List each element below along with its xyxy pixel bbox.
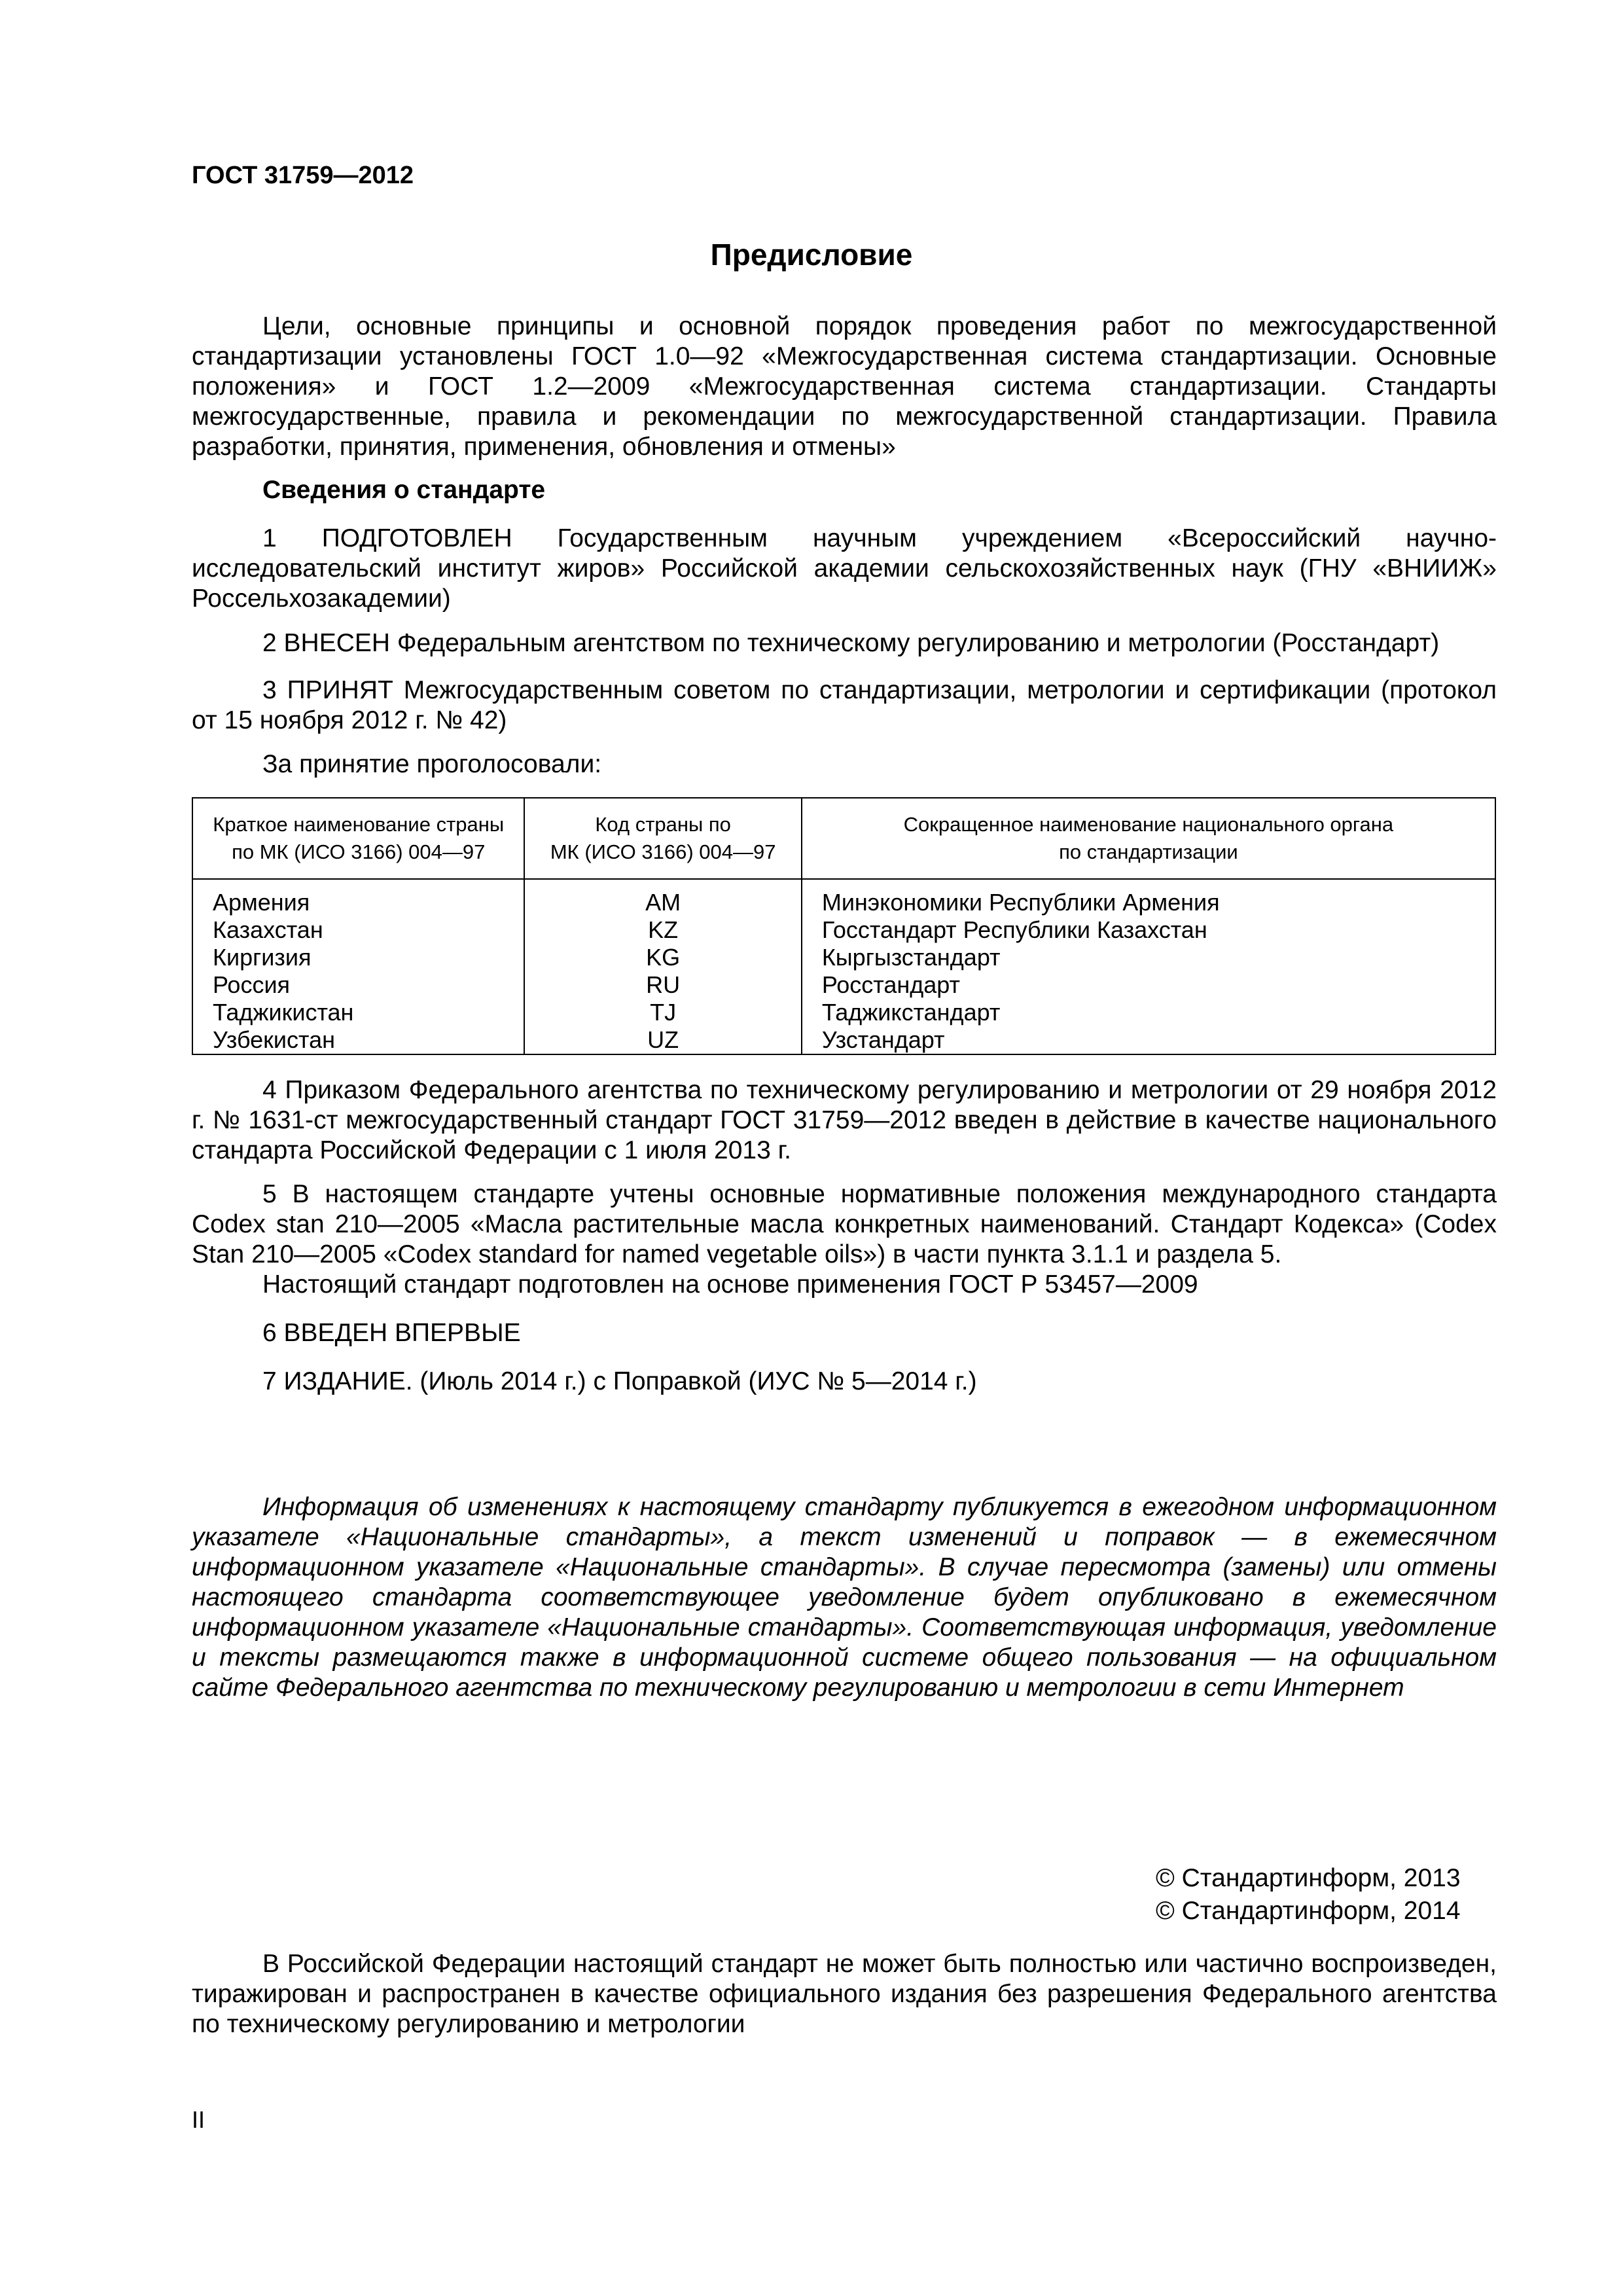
page-number: II (192, 2106, 205, 2133)
voting-table (192, 797, 1496, 1055)
intro-paragraph: Цели, основные принципы и основной порядок проведения работ по межгосударственной стандартизации установлены ГОСТ 1.0—92 «Межгосударственная система стандартизации. Основные положения» и ГОСТ 1.2—2009 «Межгосударственная система стандартизации. Стандарты межгосударственные, правила и рекомендации по межгосударственной стандартизации. Правила разработки, принятия, применения, обновления и отмены» (192, 312, 1497, 461)
table-header-body (802, 798, 1495, 879)
table-cell-body: Кыргызстандарт (821, 944, 1001, 971)
header-line: Краткое наименование страны (213, 813, 505, 836)
table-cell-country: Армения (213, 889, 310, 916)
header-line: Код страны по (595, 813, 731, 836)
item-4-order: 4 Приказом Федерального агентства по техническому регулированию и метрологии от 29 ноября 2012 г. № 1631-ст межгосударственный стандарт ГОСТ 31759—2012 введен в действие в качестве национального стандарта Российской Федерации с 1 июля 2013 г. (192, 1076, 1497, 1164)
header-line: Сокращенное наименование национального органа (903, 813, 1394, 836)
table-cell-body: Таджикстандарт (821, 999, 1001, 1026)
document-id: ГОСТ 31759—2012 (192, 162, 414, 189)
body-column (802, 879, 1495, 1054)
table-body-row (192, 879, 1495, 1054)
item-5-basis: Настоящий стандарт подготовлен на основе применения ГОСТ Р 53457—2009 (262, 1270, 1198, 1299)
table-cell-body: Минэкономики Республики Армения (821, 889, 1220, 916)
item-7-edition: 7 ИЗДАНИЕ. (Июль 2014 г.) с Поправкой (ИУС № 5—2014 г.) (262, 1367, 977, 1395)
table-cell-country: Таджикистан (213, 999, 354, 1026)
table-header-country (192, 798, 524, 879)
item-2-introduced: 2 ВНЕСЕН Федеральным агентством по техническому регулированию и метрологии (Росстандарт) (262, 629, 1440, 657)
item-5-codex: 5 В настоящем стандарте учтены основные нормативные положения международного стандарта Codex stan 210—2005 «Масла растительные масла конкретных наименований. Стандарт Кодекса» (Codex Stan 210—2005 «Codex standard for named vegetable oils») в части пункта 3.1.1 и раздела 5. (192, 1180, 1497, 1268)
country-column (192, 879, 524, 1054)
table-cell-body: Госстандарт Республики Казахстан (821, 916, 1207, 943)
header-line: по стандартизации (1059, 840, 1238, 863)
table-cell-code: TJ (650, 999, 677, 1026)
table-cell-code: RU (646, 971, 681, 998)
copyright-2013: © Стандартинформ, 2013 (1156, 1864, 1461, 1892)
table-cell-code: KG (646, 944, 681, 971)
copyright-2014: © Стандартинформ, 2014 (1156, 1897, 1461, 1925)
table-header-row (192, 798, 1495, 879)
table-cell-code: AM (645, 889, 681, 916)
voted-label: За принятие проголосовали: (262, 750, 602, 778)
table-cell-code: UZ (647, 1026, 679, 1053)
table-cell-country: Россия (213, 971, 291, 998)
changes-notice: Информация об изменениях к настоящему стандарту публикуется в ежегодном информационном указателе «Национальные стандарты», а текст изменений и поправок — в ежемесячном информационном указателе «Национальные стандарты». В случае пересмотра (замены) или отмены настоящего стандарта соответствующее уведомление будет опубликовано в ежемесячном информационном указателе «Национальные стандарты». Соответствующая информация, уведомление и тексты размещаются также в информационной системе общего пользования — на официальном сайте Федерального агентства по техническому регулированию и метрологии в сети Интернет (192, 1493, 1497, 1702)
info-heading: Сведения о стандарте (262, 476, 546, 504)
table-header-code (524, 798, 801, 879)
table-cell-country: Казахстан (213, 916, 323, 943)
table-cell-country: Киргизия (213, 944, 312, 971)
page-title: Предисловие (710, 238, 913, 272)
item-6-first-time: 6 ВВЕДЕН ВПЕРВЫЕ (262, 1319, 521, 1347)
header-line: МК (ИСО 3166) 004—97 (550, 840, 776, 863)
item-1-prepared: 1 ПОДГОТОВЛЕН Государственным научным учреждением «Всероссийский научно-исследовательский институт жиров» Российской академии сельскохозяйственных наук (ГНУ «ВНИИЖ» Россельхозакадемии) (192, 524, 1497, 613)
item-3-adopted: 3 ПРИНЯТ Межгосударственным советом по стандартизации, метрологии и сертификации (протокол от 15 ноября 2012 г. № 42) (192, 676, 1497, 734)
table-cell-code: KZ (648, 916, 679, 943)
rights-notice: В Российской Федерации настоящий стандарт не может быть полностью или частично воспроизведен, тиражирован и распространен в качестве официального издания без разрешения Федерального агентства по техническому регулированию и метрологии (192, 1950, 1497, 2038)
table-cell-country: Узбекистан (213, 1026, 336, 1053)
code-column (524, 879, 801, 1054)
table-cell-body: Росстандарт (821, 971, 961, 998)
table-cell-body: Узстандарт (821, 1026, 945, 1053)
header-line: по МК (ИСО 3166) 004—97 (232, 840, 486, 863)
